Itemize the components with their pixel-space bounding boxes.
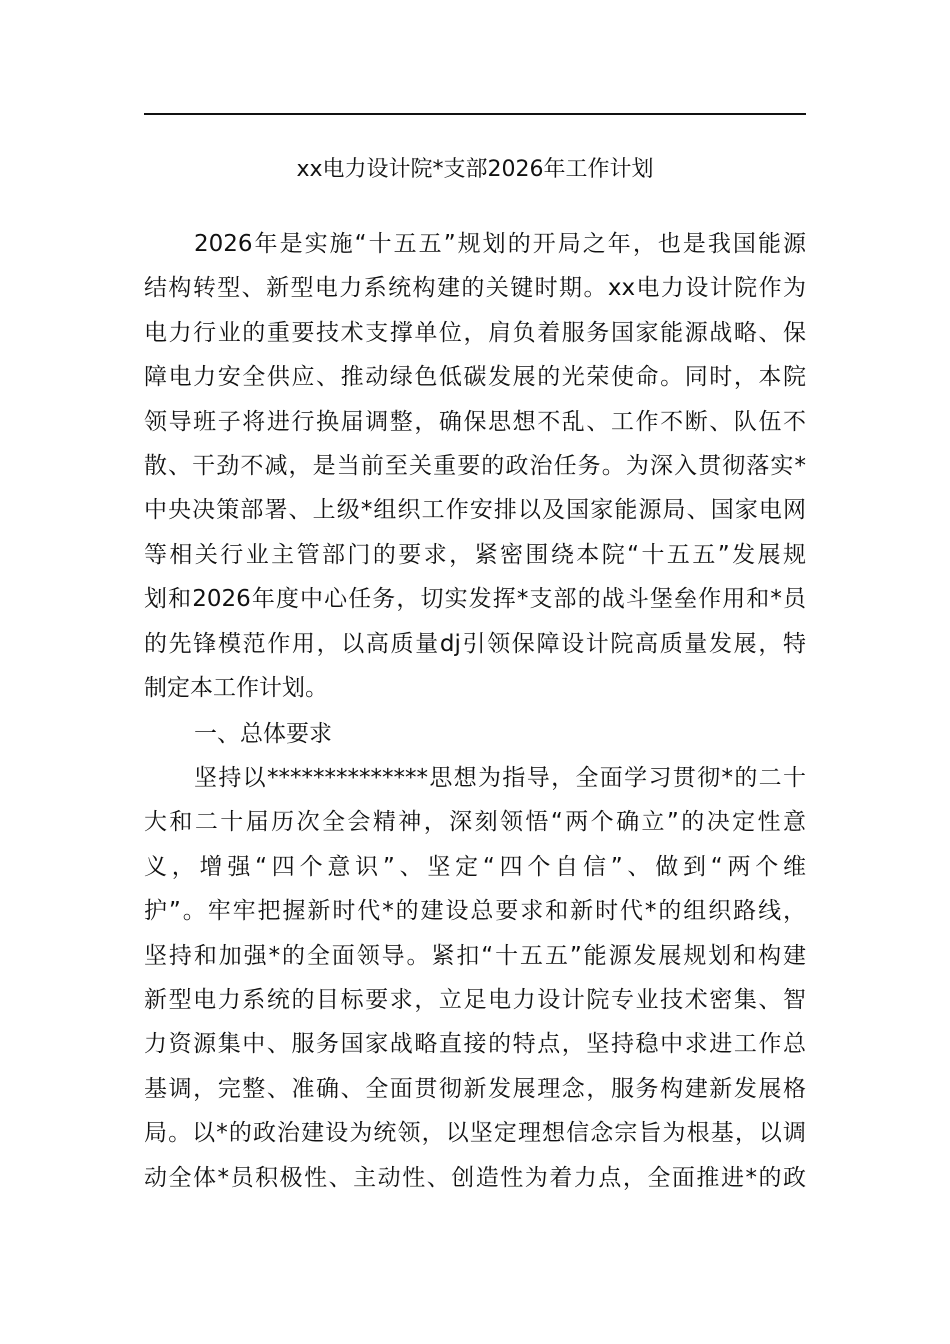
section1-line: 新型电力系统的目标要求，立足电力设计院专业技术密集、智 [144,986,806,1013]
intro-paragraph [144,222,806,710]
intro-line: 中央决策部署、上级*组织工作安排以及国家能源局、国家电网 [144,497,806,524]
intro-line: 划和2026年度中心任务，切实发挥*支部的战斗堡垒作用和*员 [144,586,806,613]
section1-line: 基调，完整、准确、全面贯彻新发展理念，服务构建新发展格 [144,1075,806,1102]
section1-line: 大和二十届历次全会精神，深刻领悟“两个确立”的决定性意 [144,809,806,836]
intro-line: 障电力安全供应、推动绿色低碳发展的光荣使命。同时，本院 [144,364,806,391]
intro-line: 电力行业的重要技术支撑单位，肩负着服务国家能源战略、保 [144,319,806,346]
intro-line: 的先锋模范作用，以高质量dj引领保障设计院高质量发展，特 [144,630,806,657]
section1-line: 护”。牢牢把握新时代*的建设总要求和新时代*的组织路线， [144,898,806,925]
intro-line: 结构转型、新型电力系统构建的关键时期。xx电力设计院作为 [144,275,806,302]
section-heading: 一、总体要求 [194,721,332,747]
intro-line: 领导班子将进行换届调整，确保思想不乱、工作不断、队伍不 [144,408,806,435]
intro-line: 制定本工作计划。 [144,674,328,701]
intro-line: 2026年是实施“十五五”规划的开局之年，也是我国能源 [194,231,806,257]
section1-line: 动全体*员积极性、主动性、创造性为着力点，全面推进*的政 [144,1164,807,1191]
section1-line: 义，增强“四个意识”、坚定“四个自信”、做到“两个维 [144,853,806,880]
section1-line: 局。以*的政治建设为统领，以坚定理想信念宗旨为根基，以调 [144,1120,806,1147]
section1-paragraph [144,756,806,1200]
intro-line: 等相关行业主管部门的要求，紧密围绕本院“十五五”发展规 [144,541,806,568]
document-title: xx电力设计院*支部2026年工作计划 [296,157,654,182]
intro-line: 散、干劲不减，是当前至关重要的政治任务。为深入贯彻落实* [144,452,806,479]
section1-line: 坚持以**************思想为指导，全面学习贯彻*的二十 [194,765,806,791]
section1-line: 力资源集中、服务国家战略直接的特点，坚持稳中求进工作总 [144,1031,806,1058]
header-rule [144,113,806,115]
section1-line: 坚持和加强*的全面领导。紧扣“十五五”能源发展规划和构建 [144,942,806,969]
